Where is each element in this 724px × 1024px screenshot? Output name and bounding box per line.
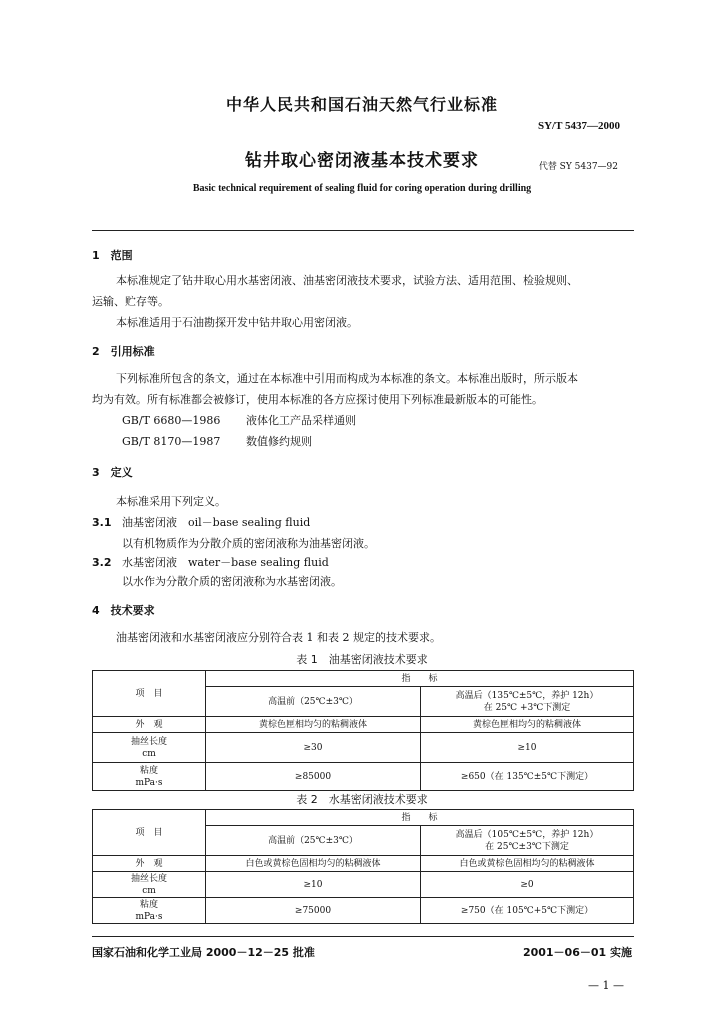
row-label-name: 粘度 xyxy=(139,765,158,776)
cell-after: ≥0 xyxy=(421,872,634,898)
reference-code: GB/T 8170—1987 xyxy=(122,435,221,448)
cell-before: 黄棕色匣相均匀的粘稠液体 xyxy=(206,717,421,733)
cell-after: ≥10 xyxy=(421,733,634,763)
section-1-paragraph-1-cont: 运输、贮存等。 xyxy=(92,295,169,308)
page-number: — 1 — xyxy=(588,979,624,992)
table-1-caption: 表 1 油基密闭液技术要求 xyxy=(296,653,428,666)
definition-text: 以水作为分散介质的密闭液称为水基密闭液。 xyxy=(122,575,342,588)
row-label xyxy=(93,872,206,898)
section-3-heading: 3 定义 xyxy=(92,466,133,479)
section-4-heading: 4 技术要求 xyxy=(92,604,155,617)
issuing-body-title: 中华人民共和国石油天然气行业标准 xyxy=(225,95,498,114)
cell-after: ≥650（在 135℃±5℃下测定） xyxy=(421,763,634,791)
cell-after: ≥750（在 105℃+5℃下测定） xyxy=(421,898,634,924)
table-header-before: 高温前（25℃±3℃） xyxy=(206,826,421,856)
effective-date: 2001－06－01 实施 xyxy=(522,946,632,959)
table-header-index: 指 标 xyxy=(206,810,634,826)
table-1 xyxy=(92,670,634,791)
section-1-paragraph-1: 本标准规定了钻井取心用水基密闭液、油基密闭液技术要求，试验方法、适用范围、检验规则、 xyxy=(116,274,578,287)
definition-number: 3.2 xyxy=(92,556,112,569)
table-header-after xyxy=(421,826,634,856)
section-2-paragraph-cont: 均为有效。所有标准都会被修订，使用本标准的各方应探讨使用下列标准最新版本的可能性。 xyxy=(92,393,543,406)
row-label-name: 抽丝长度 xyxy=(130,873,167,884)
cell-after: 白色或黄棕色固相均匀的粘稠液体 xyxy=(421,856,634,872)
reference-title: 液体化工产品采样通则 xyxy=(246,414,356,427)
footer-divider xyxy=(92,936,634,937)
standard-number: SY/T 5437—2000 xyxy=(537,120,620,132)
table-row xyxy=(93,763,634,791)
row-label: 外 观 xyxy=(93,717,206,733)
row-label-unit: cm xyxy=(142,885,156,896)
table-header-after-line1: 高温后（135℃±5℃，养护 12h） xyxy=(455,690,599,701)
reference-code: GB/T 6680—1986 xyxy=(122,414,221,427)
table-header-item: 项 目 xyxy=(93,810,206,856)
table-row xyxy=(93,717,634,733)
document-title-english: Basic technical requirement of sealing fluid for coring operation during drilling xyxy=(192,183,532,194)
row-label-name: 抽丝长度 xyxy=(130,736,167,747)
table-header-after-line2: 在 25℃ +3℃下测定 xyxy=(483,702,571,713)
cell-before: 白色或黄棕色固相均匀的粘稠液体 xyxy=(206,856,421,872)
definition-text: 以有机物质作为分散介质的密闭液称为油基密闭液。 xyxy=(122,537,375,550)
definition-term: 油基密闭液 oil－base sealing fluid xyxy=(122,516,311,529)
table-2-caption: 表 2 水基密闭液技术要求 xyxy=(296,793,428,806)
row-label xyxy=(93,733,206,763)
table-row xyxy=(93,872,634,898)
row-label xyxy=(93,898,206,924)
approval-line: 国家石油和化学工业局 2000－12－25 批准 xyxy=(92,946,315,959)
table-header-before: 高温前（25℃±3℃） xyxy=(206,687,421,717)
row-label-unit: mPa·s xyxy=(135,911,163,922)
row-label: 外 观 xyxy=(93,856,206,872)
document-title: 钻井取心密闭液基本技术要求 xyxy=(245,151,479,171)
replaces-note: 代替 SY 5437—92 xyxy=(538,162,618,172)
cell-before: ≥10 xyxy=(206,872,421,898)
row-label-unit: cm xyxy=(142,748,156,759)
cell-before: ≥75000 xyxy=(206,898,421,924)
section-2-paragraph: 下列标准所包含的条文，通过在本标准中引用而构成为本标准的条文。本标准出版时，所示版本 xyxy=(116,372,578,385)
section-4-intro: 油基密闭液和水基密闭液应分别符合表 1 和表 2 规定的技术要求。 xyxy=(116,631,441,644)
section-3-intro: 本标准采用下列定义。 xyxy=(116,495,226,508)
table-header-after xyxy=(421,687,634,717)
cell-after: 黄棕色匣相均匀的粘稠液体 xyxy=(421,717,634,733)
header-divider xyxy=(92,230,634,231)
cell-before: ≥30 xyxy=(206,733,421,763)
row-label-unit: mPa·s xyxy=(135,777,163,788)
row-label xyxy=(93,763,206,791)
section-1-heading: 1 范围 xyxy=(92,249,133,262)
table-header-after-line2: 在 25℃±3℃下测定 xyxy=(485,841,569,852)
definition-term: 水基密闭液 water－base sealing fluid xyxy=(122,556,329,569)
definition-number: 3.1 xyxy=(92,516,112,529)
section-2-heading: 2 引用标准 xyxy=(92,345,155,358)
table-row xyxy=(93,898,634,924)
table-row xyxy=(93,856,634,872)
table-header-after-line1: 高温后（105℃±5℃，养护 12h） xyxy=(455,829,599,840)
table-2 xyxy=(92,809,634,924)
row-label-name: 粘度 xyxy=(139,899,158,910)
table-header-item: 项 目 xyxy=(93,671,206,717)
table-header-index: 指 标 xyxy=(206,671,634,687)
section-1-paragraph-2: 本标准适用于石油勘探开发中钻井取心用密闭液。 xyxy=(116,316,358,329)
table-row xyxy=(93,733,634,763)
cell-before: ≥85000 xyxy=(206,763,421,791)
reference-title: 数值修约规则 xyxy=(246,435,312,448)
